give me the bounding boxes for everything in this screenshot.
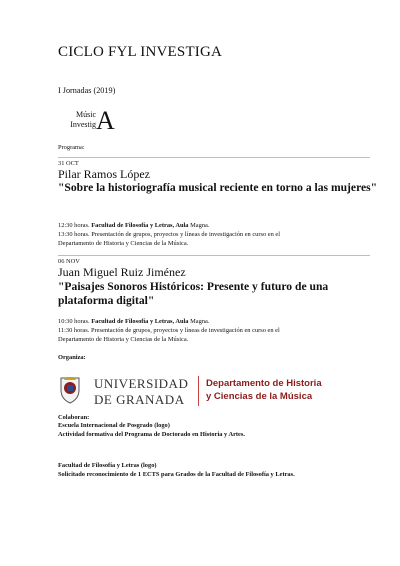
- colaboran-label: Colaboran:: [58, 414, 90, 421]
- session-2-speaker: Juan Miguel Ruiz Jiménez: [58, 265, 186, 279]
- colaboran-line-1: Escuela Internacional de Posgrado (logo): [58, 422, 170, 429]
- logo-line-2: Investig: [70, 120, 96, 129]
- session-1-divider: [58, 157, 370, 158]
- university-logo-block: [58, 372, 378, 412]
- logo-letter: A: [96, 106, 115, 135]
- session-2-line-1: [58, 318, 209, 326]
- session-2-line-3: Departamento de Historia y Ciencias de la Música.: [58, 336, 189, 343]
- session-2-talk-title: "Paisajes Sonoros Históricos: Presente y futuro de una plataforma digital": [58, 280, 329, 307]
- session-1-speaker: Pilar Ramos López: [58, 167, 150, 181]
- session-1-line-2: 13:30 horas. Presentación de grupos, proyectos y líneas de investigación en curso en el: [58, 231, 281, 238]
- footer-line-1: Facultad de Filosofía y Letras (logo): [58, 462, 157, 469]
- session-1-place: Facultad de Filosofía y Letras, Aula: [91, 222, 189, 229]
- department-name-line-2: y Ciencias de la Música: [206, 391, 313, 402]
- session-1-line-3: Departamento de Historia y Ciencias de la Música.: [58, 240, 189, 247]
- university-name-line-2: DE GRANADA: [94, 392, 185, 407]
- university-crest-icon: [58, 374, 82, 404]
- organiza-label: Organiza:: [58, 354, 86, 361]
- session-2-line-2: 11:30 horas. Presentación de grupos, proyectos y líneas de investigación en curso en el: [58, 327, 280, 334]
- session-2-date: 06 NOV: [58, 258, 80, 265]
- document-title: CICLO FYL INVESTIGA: [58, 44, 223, 60]
- footer-line-2: Solicitado reconocimiento de 1 ECTS para Grados de la Facultad de Filosofía y Letras.: [58, 471, 295, 478]
- logo-divider: [198, 376, 199, 406]
- session-1-talk-title: "Sobre la historiografía musical reciente en torno a las mujeres": [58, 181, 378, 194]
- department-name-line-1: Departamento de Historia: [206, 378, 322, 389]
- session-1-line-1: [58, 222, 209, 230]
- university-name-line-1: UNIVERSIDAD: [94, 376, 189, 391]
- session-1-time: 12:30 horas.: [58, 222, 90, 229]
- logo-line-1: Músic: [76, 110, 96, 119]
- colaboran-line-2: Actividad formativa del Programa de Doctorado en Historia y Artes.: [58, 431, 245, 438]
- session-2-place: Facultad de Filosofía y Letras, Aula: [91, 318, 189, 325]
- session-2-divider: [58, 255, 370, 256]
- session-2-room: Magna.: [190, 318, 210, 325]
- session-1-date: 31 OCT: [58, 160, 79, 167]
- session-2-time: 10:30 horas.: [58, 318, 90, 325]
- edition-subtitle: I Jornadas (2019): [58, 86, 116, 95]
- session-1-room: Magna.: [190, 222, 210, 229]
- program-label: Programa:: [58, 144, 85, 151]
